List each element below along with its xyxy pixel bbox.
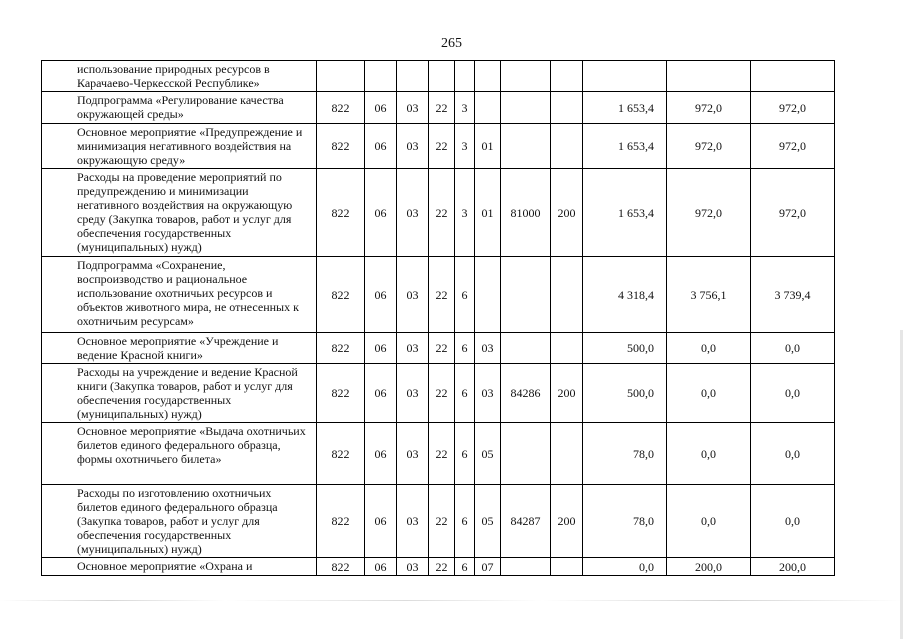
subprogram-code: 6: [455, 423, 475, 485]
amount-col-2: 972,0: [667, 124, 751, 169]
subprogram-code: [455, 61, 475, 92]
amount-col-3: 0,0: [751, 333, 835, 364]
activity-code: 03: [475, 333, 501, 364]
table-row: [42, 257, 835, 333]
amount-col-1: 500,0: [583, 333, 667, 364]
direction-code: 84286: [501, 364, 551, 423]
subprogram-code: 3: [455, 124, 475, 169]
row-name: Расходы по изготовлению охотничьих билетов единого федерального образца (Закупка товаров, работ и услуг для обеспечения государственных (муниципальных) нужд): [42, 485, 317, 558]
expense-type-code: [551, 92, 583, 124]
amount-col-1: 1 653,4: [583, 92, 667, 124]
activity-code: 01: [475, 124, 501, 169]
direction-code: [501, 423, 551, 485]
amount-col-3: 3 739,4: [751, 257, 835, 333]
subsection-code: 03: [397, 333, 429, 364]
row-name: Подпрограмма «Сохранение, воспроизводство и рациональное использование охотничьих ресурсов и объектов животного мира, не отнесенных к охотничьим ресурсам»: [42, 257, 317, 333]
subprogram-code: 6: [455, 333, 475, 364]
ministry-code: [317, 61, 365, 92]
ministry-code: 822: [317, 169, 365, 257]
direction-code: [501, 257, 551, 333]
ministry-code: 822: [317, 423, 365, 485]
expense-type-code: [551, 124, 583, 169]
section-code: [365, 61, 397, 92]
subsection-code: [397, 61, 429, 92]
amount-col-3: 972,0: [751, 92, 835, 124]
amount-col-3: 972,0: [751, 124, 835, 169]
activity-code: [475, 257, 501, 333]
amount-col-3: 200,0: [751, 558, 835, 576]
activity-code: 03: [475, 364, 501, 423]
activity-code: 01: [475, 169, 501, 257]
program-code: 22: [429, 169, 455, 257]
activity-code: [475, 92, 501, 124]
row-name: Основное мероприятие «Охрана и: [42, 558, 317, 576]
section-code: 06: [365, 169, 397, 257]
table-row: [42, 364, 835, 423]
ministry-code: 822: [317, 257, 365, 333]
table-row: [42, 61, 835, 92]
expense-type-code: [551, 333, 583, 364]
table-row: [42, 423, 835, 485]
subprogram-code: 6: [455, 364, 475, 423]
amount-col-2: 3 756,1: [667, 257, 751, 333]
row-name: Расходы на проведение мероприятий по предупреждению и минимизации негативного воздействия на окружающую среду (Закупка товаров, работ и услуг для обеспечения государственных (муниципальных) нужд): [42, 169, 317, 257]
subsection-code: 03: [397, 364, 429, 423]
program-code: 22: [429, 485, 455, 558]
section-code: 06: [365, 558, 397, 576]
table-row: [42, 92, 835, 124]
expense-type-code: [551, 257, 583, 333]
page-number: 265: [441, 36, 462, 51]
table-row: [42, 333, 835, 364]
direction-code: [501, 558, 551, 576]
expense-type-code: [551, 61, 583, 92]
table-row: [42, 169, 835, 257]
program-code: 22: [429, 364, 455, 423]
program-code: 22: [429, 92, 455, 124]
amount-col-1: 1 653,4: [583, 124, 667, 169]
ministry-code: 822: [317, 333, 365, 364]
amount-col-2: 972,0: [667, 92, 751, 124]
ministry-code: 822: [317, 364, 365, 423]
table-body: [42, 61, 835, 576]
amount-col-2: 200,0: [667, 558, 751, 576]
amount-col-2: 0,0: [667, 364, 751, 423]
amount-col-1: 0,0: [583, 558, 667, 576]
amount-col-2: 0,0: [667, 485, 751, 558]
amount-col-1: [583, 61, 667, 92]
subsection-code: 03: [397, 423, 429, 485]
amount-col-3: [751, 61, 835, 92]
table-row: [42, 485, 835, 558]
row-name: использование природных ресурсов в Карачаево-Черкесской Республике»: [42, 61, 317, 92]
amount-col-2: [667, 61, 751, 92]
subsection-code: 03: [397, 558, 429, 576]
direction-code: [501, 333, 551, 364]
amount-col-1: 78,0: [583, 423, 667, 485]
amount-col-2: 0,0: [667, 423, 751, 485]
program-code: 22: [429, 333, 455, 364]
subprogram-code: 3: [455, 169, 475, 257]
subprogram-code: 6: [455, 485, 475, 558]
activity-code: [475, 61, 501, 92]
amount-col-3: 0,0: [751, 485, 835, 558]
subsection-code: 03: [397, 485, 429, 558]
expense-type-code: 200: [551, 169, 583, 257]
section-code: 06: [365, 333, 397, 364]
program-code: 22: [429, 257, 455, 333]
row-name: Основное мероприятие «Учреждение и ведение Красной книги»: [42, 333, 317, 364]
amount-col-2: 972,0: [667, 169, 751, 257]
activity-code: 05: [475, 485, 501, 558]
program-code: [429, 61, 455, 92]
direction-code: [501, 61, 551, 92]
ministry-code: 822: [317, 92, 365, 124]
ministry-code: 822: [317, 558, 365, 576]
section-code: 06: [365, 92, 397, 124]
subprogram-code: 6: [455, 558, 475, 576]
amount-col-1: 78,0: [583, 485, 667, 558]
expense-type-code: [551, 558, 583, 576]
direction-code: 81000: [501, 169, 551, 257]
subsection-code: 03: [397, 257, 429, 333]
section-code: 06: [365, 423, 397, 485]
section-code: 06: [365, 364, 397, 423]
expense-type-code: 200: [551, 485, 583, 558]
program-code: 22: [429, 558, 455, 576]
table-row: [42, 124, 835, 169]
row-name: Основное мероприятие «Предупреждение и минимизация негативного воздействия на окружающую среду»: [42, 124, 317, 169]
amount-col-1: 1 653,4: [583, 169, 667, 257]
scan-artifact-line: [0, 600, 903, 601]
direction-code: 84287: [501, 485, 551, 558]
row-name: Основное мероприятие «Выдача охотничьих билетов единого федерального образца, формы охотничьего билета»: [42, 423, 317, 485]
table-row: [42, 558, 835, 576]
activity-code: 07: [475, 558, 501, 576]
amount-col-1: 500,0: [583, 364, 667, 423]
subsection-code: 03: [397, 92, 429, 124]
ministry-code: 822: [317, 485, 365, 558]
amount-col-1: 4 318,4: [583, 257, 667, 333]
budget-table: [41, 60, 835, 576]
amount-col-2: 0,0: [667, 333, 751, 364]
section-code: 06: [365, 124, 397, 169]
subsection-code: 03: [397, 169, 429, 257]
direction-code: [501, 124, 551, 169]
subprogram-code: 6: [455, 257, 475, 333]
section-code: 06: [365, 485, 397, 558]
subprogram-code: 3: [455, 92, 475, 124]
program-code: 22: [429, 423, 455, 485]
expense-type-code: [551, 423, 583, 485]
amount-col-3: 972,0: [751, 169, 835, 257]
expense-type-code: 200: [551, 364, 583, 423]
amount-col-3: 0,0: [751, 364, 835, 423]
section-code: 06: [365, 257, 397, 333]
ministry-code: 822: [317, 124, 365, 169]
activity-code: 05: [475, 423, 501, 485]
subsection-code: 03: [397, 124, 429, 169]
amount-col-3: 0,0: [751, 423, 835, 485]
program-code: 22: [429, 124, 455, 169]
row-name: Подпрограмма «Регулирование качества окружающей среды»: [42, 92, 317, 124]
direction-code: [501, 92, 551, 124]
row-name: Расходы на учреждение и ведение Красной книги (Закупка товаров, работ и услуг для обеспечения государственных (муниципальных) нужд): [42, 364, 317, 423]
